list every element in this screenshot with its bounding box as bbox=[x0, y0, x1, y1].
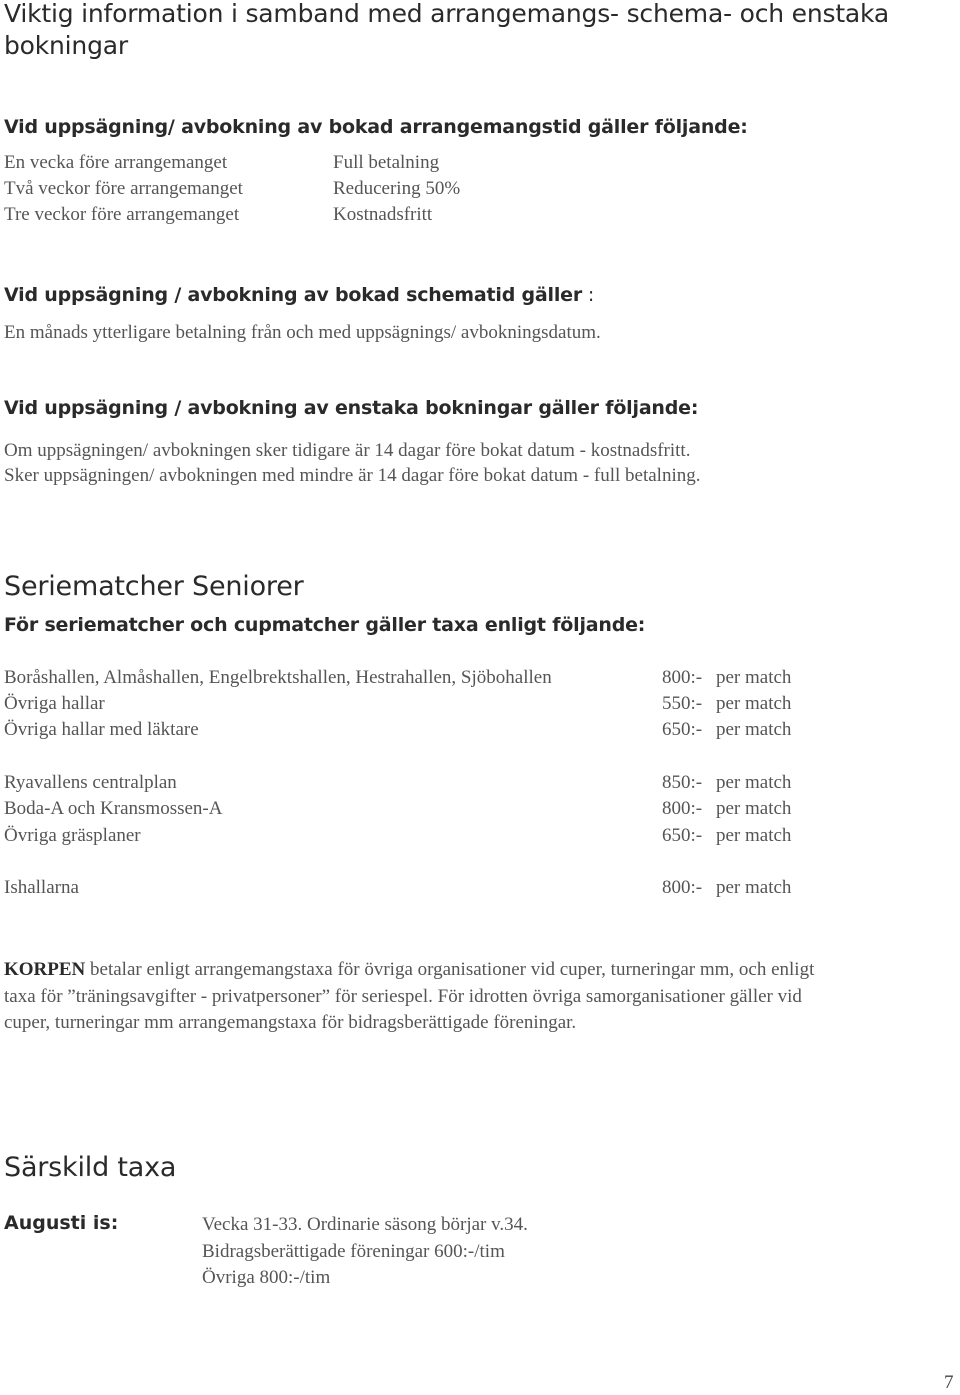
venue-row-4: Ryavallens centralplan bbox=[4, 772, 177, 793]
august-ice-line-3: Övriga 800:-/tim bbox=[202, 1267, 331, 1288]
page-number: 7 bbox=[944, 1372, 954, 1393]
unit-row-5: per match bbox=[716, 798, 792, 819]
venue-row-2: Övriga hallar bbox=[4, 693, 105, 714]
seniors-heading: Seriematcher Seniorer bbox=[4, 571, 304, 602]
august-ice-line-1: Vecka 31-33. Ordinarie säsong börjar v.34. bbox=[202, 1214, 528, 1235]
venue-row-5: Boda-A och Kransmossen-A bbox=[4, 798, 223, 819]
unit-row-2: per match bbox=[716, 693, 792, 714]
price-row-6: 650:- bbox=[662, 825, 703, 846]
page-title: Viktig information i samband med arrangemangs- schema- och enstaka bokningar bbox=[4, 0, 889, 60]
price-row-5: 800:- bbox=[662, 798, 703, 819]
arrangement-fee-1: Full betalning bbox=[333, 152, 440, 173]
special-rate-heading: Särskild taxa bbox=[4, 1152, 177, 1183]
schedule-cancellation-text: En månads ytterligare betalning från och med uppsägnings/ avbokningsdatum. bbox=[4, 322, 601, 343]
korpen-label: KORPEN bbox=[4, 959, 86, 980]
unit-row-7: per match bbox=[716, 877, 792, 898]
august-ice-line-2: Bidragsberättigade föreningar 600:-/tim bbox=[202, 1241, 505, 1262]
price-row-1: 800:- bbox=[662, 667, 703, 688]
price-row-3: 650:- bbox=[662, 719, 703, 740]
unit-row-1: per match bbox=[716, 667, 792, 688]
venue-row-3: Övriga hallar med läktare bbox=[4, 719, 199, 740]
schedule-cancellation-heading: Vid uppsägning / avbokning av bokad schematid gäller : bbox=[4, 284, 595, 306]
arrangement-fee-3: Kostnadsfritt bbox=[333, 204, 433, 225]
single-cancellation-heading: Vid uppsägning / avbokning av enstaka bokningar gäller följande: bbox=[4, 397, 699, 419]
single-cancellation-line-1: Om uppsägningen/ avbokningen sker tidigare är 14 dagar före bokat datum - kostnadsfritt. bbox=[4, 440, 691, 461]
unit-row-6: per match bbox=[716, 825, 792, 846]
price-row-4: 850:- bbox=[662, 772, 703, 793]
arrangement-when-2: Två veckor före arrangemanget bbox=[4, 178, 243, 199]
venue-row-7: Ishallarna bbox=[4, 877, 79, 898]
venue-row-1: Boråshallen, Almåshallen, Engelbrektshallen, Hestrahallen, Sjöbohallen bbox=[4, 667, 552, 688]
unit-row-3: per match bbox=[716, 719, 792, 740]
venue-row-6: Övriga gräsplaner bbox=[4, 825, 141, 846]
arrangement-cancellation-heading: Vid uppsägning/ avbokning av bokad arrangemangstid gäller följande: bbox=[4, 116, 748, 138]
unit-row-4: per match bbox=[716, 772, 792, 793]
august-ice-label: Augusti is: bbox=[4, 1212, 119, 1234]
seniors-subheading: För seriematcher och cupmatcher gäller taxa enligt följande: bbox=[4, 614, 646, 636]
arrangement-when-1: En vecka före arrangemanget bbox=[4, 152, 228, 173]
price-row-7: 800:- bbox=[662, 877, 703, 898]
korpen-paragraph: KORPEN betalar enligt arrangemangstaxa för övriga organisationer vid cuper, turneringar mm, och enligt taxa för ”träningsavgifter - privatpersoner” för seriespel. För idrotten övriga samorganisationer gäller vid cuper, turneringar mm arrangemangstaxa för bidragsberättigade föreningar. bbox=[4, 959, 815, 1033]
price-row-2: 550:- bbox=[662, 693, 703, 714]
arrangement-fee-2: Reducering 50% bbox=[333, 178, 461, 199]
arrangement-when-3: Tre veckor före arrangemanget bbox=[4, 204, 240, 225]
single-cancellation-line-2: Sker uppsägningen/ avbokningen med mindre är 14 dagar före bokat datum - full betalning. bbox=[4, 465, 701, 486]
